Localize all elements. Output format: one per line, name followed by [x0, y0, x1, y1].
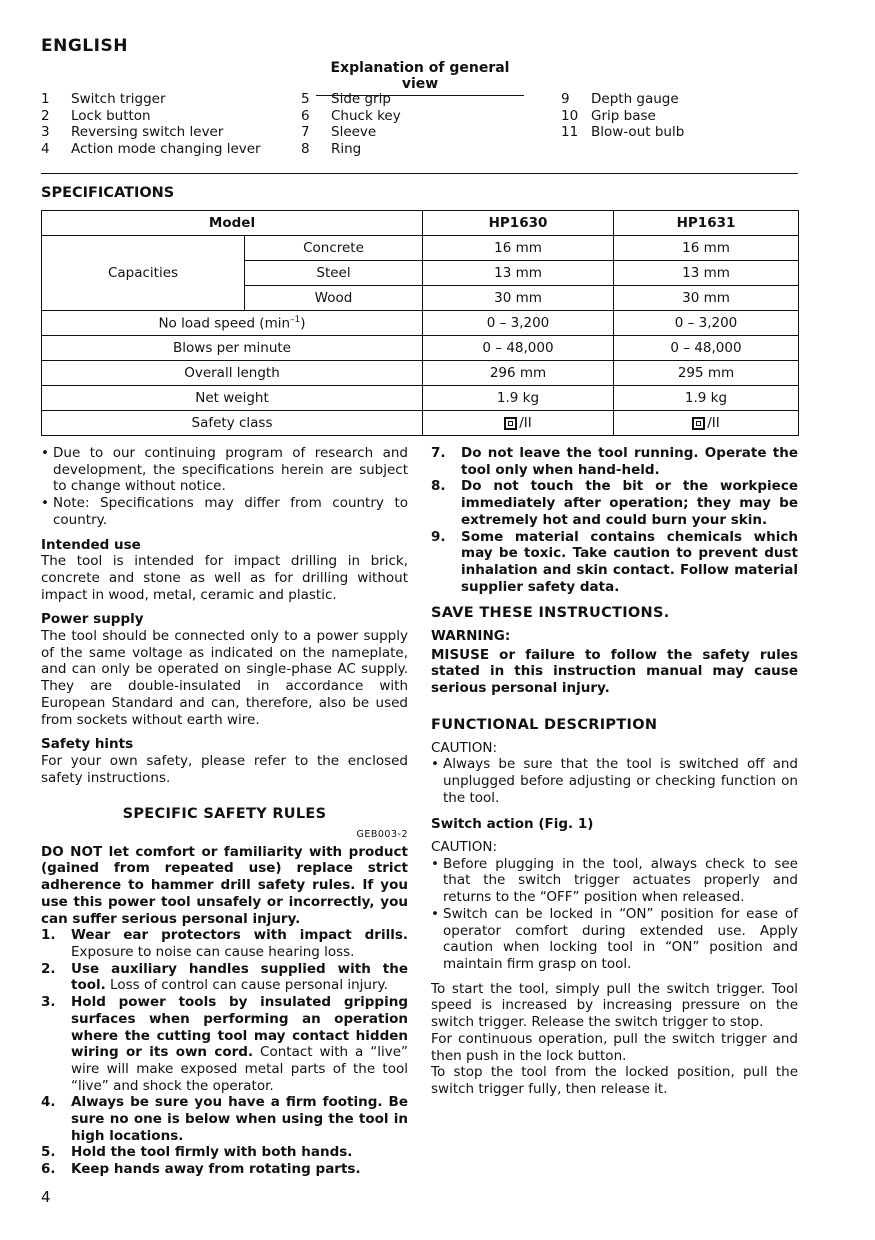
functional-description-heading: FUNCTIONAL DESCRIPTION	[431, 716, 658, 733]
table-cell: 1.9 kg	[614, 386, 799, 411]
table-row	[42, 236, 799, 261]
intended-use-text: The tool is intended for impact drilling in brick, concrete and stone as well as for drilling without impact in wood, metal, ceramic and plastic.	[41, 553, 408, 603]
model-hp1631: HP1631	[614, 211, 799, 236]
list-item: • Switch can be locked in “ON” position for ease of operator comfort during extended use. Apply caution when locking tool in “ON” position and maintain firm grasp on tool.	[431, 905, 798, 972]
table-row	[42, 336, 799, 361]
table-cell: 0 – 3,200	[614, 311, 799, 336]
paragraph: For continuous operation, pull the switch trigger and then push in the lock button.	[431, 1030, 798, 1064]
intended-use-heading: Intended use	[41, 536, 141, 553]
table-cell: 296 mm	[423, 361, 614, 386]
list-item: 9. Some material contains chemicals which may be toxic. Take caution to prevent dust inhalation and skin contact. Follow material supplier safety data.	[431, 528, 798, 595]
list-item: 6. Keep hands away from rotating parts.	[41, 1161, 361, 1178]
table-cell: Blows per minute	[42, 336, 423, 361]
list-item: 3. Hold power tools by insulated gripping surfaces when performing an operation where the cutting tool may contact hidden wiring or its own cord. Contact with a “live” wire will make exposed metal parts of the tool “live” and shock the operator.	[41, 994, 409, 1094]
table-cell: 13 mm	[423, 261, 614, 286]
part-item: 2 Lock button	[41, 107, 151, 124]
language-heading: ENGLISH	[41, 36, 128, 56]
table-cell: Overall length	[42, 361, 423, 386]
double-insulation-icon	[504, 417, 517, 430]
table-cell: 16 mm	[614, 236, 799, 261]
safety-intro: DO NOT let comfort or familiarity with product (gained from repeated use) replace strict adherence to hammer drill safety rules. If you use this power tool unsafely or incorrectly, you can suffer serious personal injury.	[41, 843, 408, 927]
table-row	[42, 386, 799, 411]
safety-hints-text: For your own safety, please refer to the enclosed safety instructions.	[41, 752, 408, 786]
table-cell: 0 – 3,200	[423, 311, 614, 336]
specifications-heading: SPECIFICATIONS	[41, 185, 175, 201]
switch-action-heading: Switch action (Fig. 1)	[431, 816, 594, 833]
list-item: • Always be sure that the tool is switched off and unplugged before adjusting or checking function on the tool.	[431, 756, 798, 806]
table-cell: 30 mm	[614, 286, 799, 311]
warning-heading: WARNING:	[431, 628, 511, 645]
table-cell: 13 mm	[614, 261, 799, 286]
power-supply-text: The tool should be connected only to a power supply of the same voltage as indicated on the nameplate, and can only be operated on single-phase AC supply. They are double-insulated in accordance with European Standard and can, therefore, also be used from sockets without earth wire.	[41, 628, 408, 728]
part-item: 7 Sleeve	[301, 124, 377, 141]
safety-class-label: Safety class	[42, 411, 423, 436]
table-cell: 0 – 48,000	[423, 336, 614, 361]
power-supply-heading: Power supply	[41, 611, 144, 628]
part-item: 8 Ring	[301, 141, 362, 158]
table-cell: 0 – 48,000	[614, 336, 799, 361]
list-item: 5. Hold the tool firmly with both hands.	[41, 1144, 353, 1161]
part-item: 10 Grip base	[561, 107, 656, 124]
parts-list-col2	[301, 91, 401, 158]
double-insulation-icon	[692, 417, 705, 430]
paragraph: To start the tool, simply pull the switch trigger. Tool speed is increased by increasing pressure on the switch trigger. Release the switch trigger to stop.	[431, 980, 798, 1031]
document-code: GEB003-2	[356, 829, 408, 841]
warning-text: MISUSE or failure to follow the safety rules stated in this instruction manual may cause serious personal injury.	[431, 646, 798, 697]
part-item: 11 Blow-out bulb	[561, 124, 685, 141]
caution-label: CAUTION:	[431, 839, 498, 856]
part-item: 5 Side grip	[301, 91, 391, 107]
left-column	[41, 445, 408, 1178]
specifications-table	[41, 210, 799, 436]
list-item: • Due to our continuing program of research and development, the specifications herein are subject to change without notice.	[41, 445, 408, 495]
save-instructions-heading: SAVE THESE INSTRUCTIONS.	[431, 605, 670, 622]
model-header: Model	[42, 211, 423, 236]
part-item: 4 Action mode changing lever	[41, 141, 261, 158]
parts-list-col1	[41, 91, 261, 158]
caution-label: CAUTION:	[431, 739, 498, 756]
part-item: 6 Chuck key	[301, 107, 401, 124]
divider	[41, 173, 798, 174]
part-item: 3 Reversing switch lever	[41, 124, 224, 141]
table-cell: 295 mm	[614, 361, 799, 386]
page-number: 4	[41, 1188, 51, 1206]
part-item: 9 Depth gauge	[561, 91, 679, 107]
list-item: 7. Do not leave the tool running. Operate the tool only when hand-held.	[431, 445, 798, 478]
list-item: 2. Use auxiliary handles supplied with the tool. Loss of control can cause personal injury.	[41, 960, 408, 994]
right-column	[431, 445, 798, 1098]
list-item: 4. Always be sure you have a firm footing. Be sure no one is below when using the tool in high locations.	[41, 1094, 408, 1144]
table-cell: Net weight	[42, 386, 423, 411]
list-item: • Note: Specifications may differ from country to country.	[41, 495, 408, 528]
table-cell: Concrete	[245, 236, 423, 261]
table-cell: /II	[614, 411, 799, 436]
no-load-speed-label: No load speed $(\min^{-1})$	[42, 311, 423, 336]
general-view-title: Explanation of general view	[316, 60, 524, 96]
part-item: 1 Switch trigger	[41, 91, 166, 107]
list-item: • Before plugging in the tool, always check to see that the switch trigger actuates properly and returns to the “OFF” position when released.	[431, 855, 798, 906]
table-cell: Steel	[245, 261, 423, 286]
list-item: 8. Do not touch the bit or the workpiece immediately after operation; they may be extremely hot and could burn your skin.	[431, 478, 798, 528]
table-row	[42, 211, 799, 236]
table-row	[42, 411, 799, 436]
table-cell: 30 mm	[423, 286, 614, 311]
table-cell: 1.9 kg	[423, 386, 614, 411]
safety-hints-heading: Safety hints	[41, 736, 134, 753]
paragraph: To stop the tool from the locked position, pull the switch trigger fully, then release it.	[431, 1064, 798, 1097]
table-cell: Wood	[245, 286, 423, 311]
parts-list-col3	[561, 91, 684, 141]
capacities-label: Capacities	[42, 236, 245, 311]
specific-safety-rules-heading: SPECIFIC SAFETY RULES	[122, 806, 327, 823]
table-cell: 16 mm	[423, 236, 614, 261]
table-cell: /II	[423, 411, 614, 436]
table-row	[42, 361, 799, 386]
table-row	[42, 311, 799, 336]
model-hp1630: HP1630	[423, 211, 614, 236]
list-item: 1. Wear ear protectors with impact drills. Exposure to noise can cause hearing loss.	[41, 927, 408, 960]
